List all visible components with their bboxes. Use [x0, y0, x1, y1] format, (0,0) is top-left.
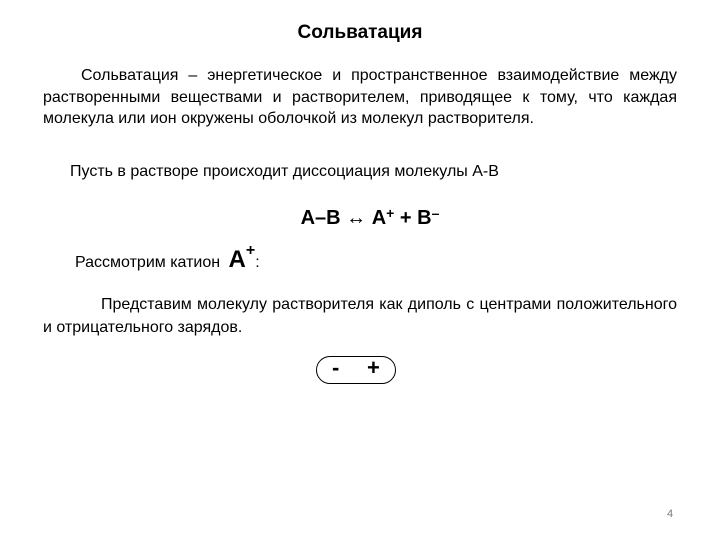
equation-left: А–В ↔ А — [300, 207, 387, 229]
cation-symbol: А — [228, 246, 246, 273]
dipole-description: Представим молекулу растворителя как диполь с центрами положительного и отрицательного зарядов. — [43, 296, 677, 336]
cation-charge: + — [245, 242, 256, 259]
dissociation-equation — [0, 207, 720, 230]
dipole-negative-pole: - — [332, 355, 340, 380]
equation-anion-charge: – — [431, 205, 440, 221]
cation-suffix: : — [255, 254, 260, 271]
solvation-definition: Сольватация – энергетическое и пространственное взаимодействие между растворенными веществами и растворителем, приводящее к тому, что каждая молекула или ион окружены оболочкой из молекул растворителя. — [43, 67, 677, 127]
cation-label: Рассмотрим катион — [75, 254, 225, 271]
cation-line — [75, 242, 260, 274]
dipole-diagram — [316, 356, 396, 384]
dissociation-text: Пусть в растворе происходит диссоциация молекулы А-В — [70, 163, 499, 180]
equation-middle: + В — [394, 207, 432, 229]
slide-title: Сольватация — [297, 22, 423, 43]
page-number: 4 — [667, 508, 674, 520]
equation-cation-charge: + — [386, 205, 395, 221]
dipole-positive-pole: + — [367, 355, 380, 380]
